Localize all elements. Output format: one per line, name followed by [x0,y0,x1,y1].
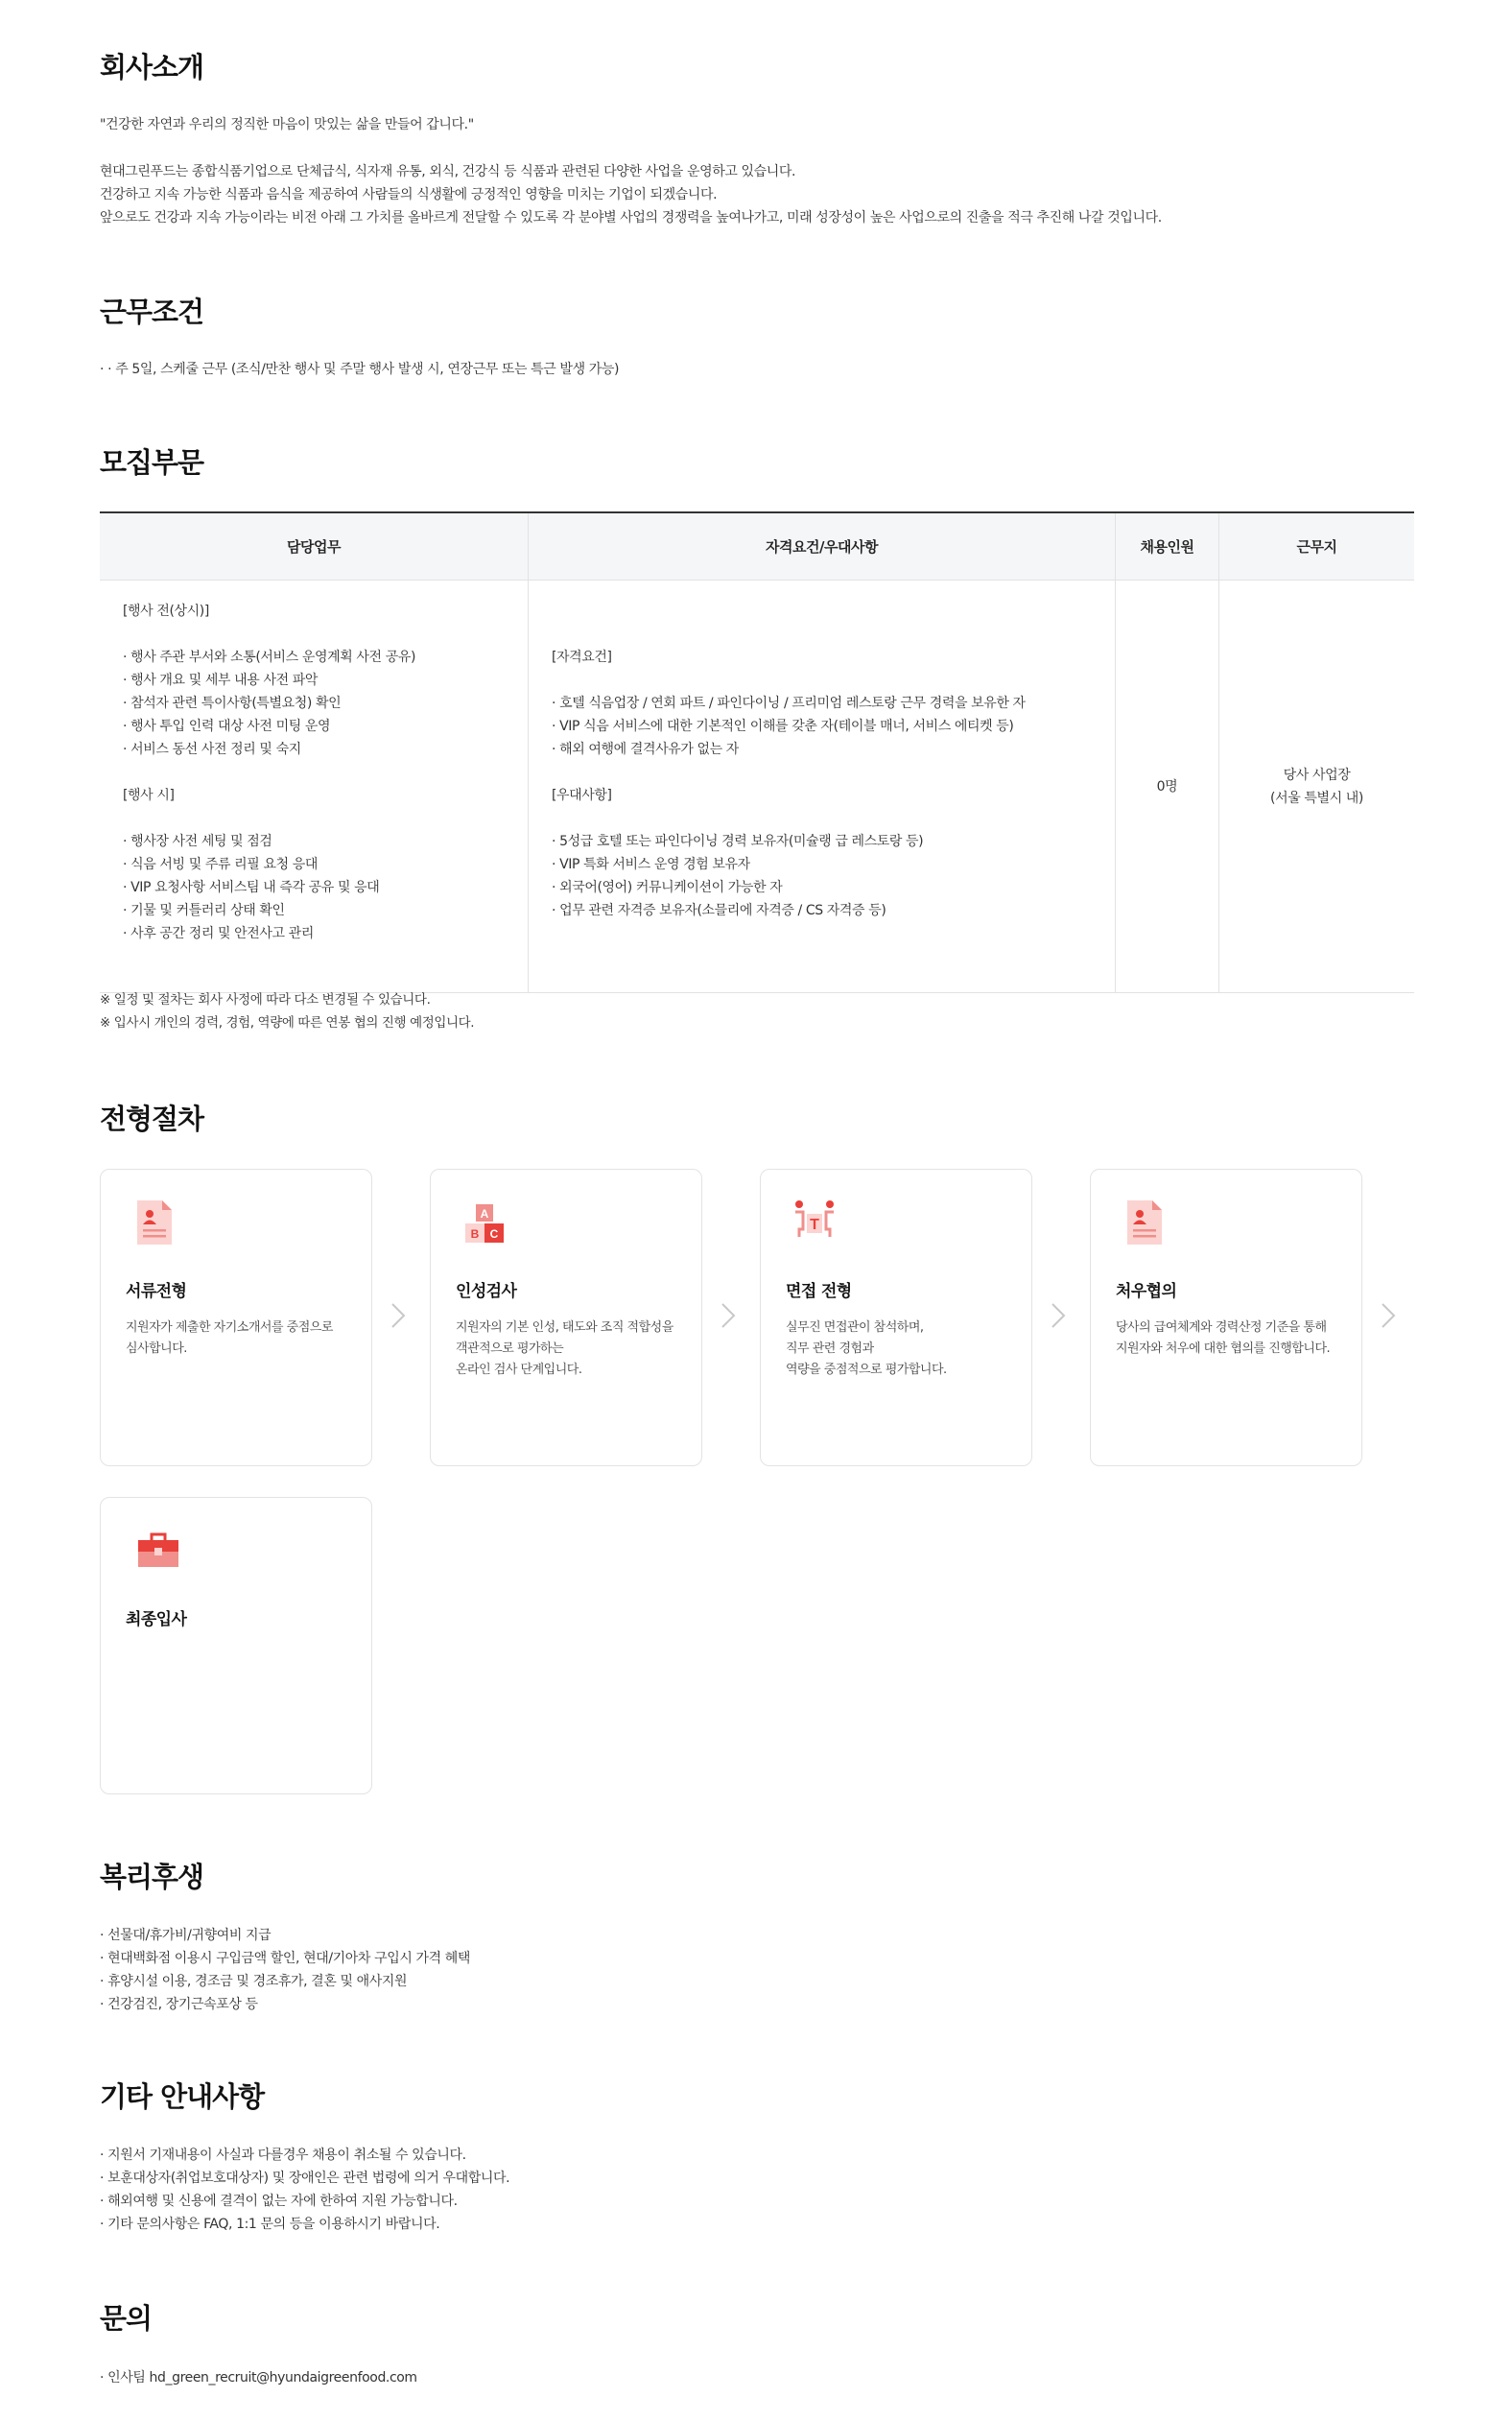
chevron-right-icon [1051,1302,1066,1329]
etc-title: 기타 안내사항 [100,2080,265,2113]
cell-line: · 참석자 관련 특이사항(특별요청) 확인 [123,696,342,711]
step-desc-line: 당사의 급여체계와 경력산정 기준을 통해 [1116,1320,1327,1335]
cell-line: · 호텔 식음업장 / 연회 파트 / 파인다이닝 / 프리미엄 레스토랑 근무 경력을 보유한 자 [552,696,1026,711]
step-title: 인성검사 [456,1282,517,1301]
step-title: 최종입사 [126,1610,187,1629]
cell-line: · 식음 서빙 및 주류 리필 요청 응대 [123,857,319,872]
list-item: · 휴양시설 이용, 경조금 및 경조휴가, 결혼 및 애사지원 [100,1974,408,1989]
note-line: ※ 입사시 개인의 경력, 경험, 역량에 따른 연봉 협의 진행 예정입니다. [100,1015,475,1031]
headcount-cell: 0명 [1116,581,1219,992]
welfare-list [100,1924,470,2016]
contact-email: · 인사팀 hd_green_recruit@hyundaigreenfood.com [100,2370,417,2385]
cell-line: · 기물 및 커틀러리 상태 확인 [123,903,285,918]
header-location: 근무지 [1296,538,1337,556]
contact-title: 문의 [100,2302,153,2335]
duties-cell [100,581,529,992]
list-item: · 기타 문의사항은 FAQ, 1:1 문의 등을 이용하시기 바랍니다. [100,2217,440,2232]
svg-text:T: T [810,1217,819,1233]
company-description [100,160,1162,229]
header-headcount: 채용인원 [1116,513,1219,580]
company-line: 건강하고 지속 가능한 식품과 음식을 제공하여 사람들의 식생활에 긍정적인 영향을 미치는 기업이 되겠습니다. [100,187,718,202]
cell-line: · 행사 개요 및 세부 내용 사전 파악 [123,673,319,688]
step-desc-line: 객관적으로 평가하는 [456,1341,564,1356]
process-title: 전형절차 [100,1103,204,1135]
step-desc-line: 지원자의 기본 인성, 태도와 조직 적합성을 [456,1320,673,1335]
cell-line: · 행사 주관 부서와 소통(서비스 운영계획 사전 공유) [123,650,416,665]
svg-text:B: B [470,1227,480,1241]
welfare-title: 복리후생 [100,1861,204,1893]
step-description [456,1317,673,1381]
company-line: 앞으로도 건강과 지속 가능이라는 비전 아래 그 가치를 올바르게 전달할 수 있도록 각 분야별 사업의 경쟁력을 높여나가고, 미래 성장성이 높은 사업으로의 진출을 적극 추진해 나갈 것입니다. [100,210,1162,225]
chevron-right-icon [1381,1302,1396,1329]
chevron-right-icon [390,1302,406,1329]
blank-line [123,623,528,646]
process-step-card [100,1497,372,1794]
conditions-title: 근무조건 [100,296,204,328]
list-item: · 보훈대상자(취업보호대상자) 및 장애인은 관련 법령에 의거 우대합니다. [100,2171,510,2186]
step-desc-line: 심사합니다. [126,1341,187,1356]
recruit-notes [100,988,474,1034]
cell-line: · 행사 투입 인력 대상 사전 미팅 운영 [123,719,331,734]
step-desc-line: 직무 관련 경험과 [786,1341,874,1356]
qualifications-cell [529,581,1116,992]
location-cell [1219,581,1414,992]
cell-line: [우대사항] [552,788,612,803]
chevron-right-icon [721,1302,736,1329]
cell-line: · 업무 관련 자격증 보유자(소믈리에 자격증 / CS 자격증 등) [552,903,886,918]
recruit-table [100,511,1414,993]
cell-line: · VIP 요청사항 서비스팀 내 즉각 공유 및 응대 [123,880,380,895]
recruit-title: 모집부문 [100,446,204,479]
cell-line: · VIP 특화 서비스 운영 경험 보유자 [552,857,750,872]
cell-line: · 행사장 사전 세팅 및 점검 [123,834,272,849]
step-description [786,1317,947,1381]
document-icon [133,1199,176,1246]
cell-line: [자격요건] [552,650,612,665]
blank-line [552,669,1115,692]
briefcase-icon [133,1527,183,1575]
step-title: 처우협의 [1116,1282,1177,1301]
process-step-card [430,1169,702,1466]
blank-line [552,761,1115,784]
company-title: 회사소개 [100,51,204,83]
list-item: · 선물대/휴가비/귀향여비 지급 [100,1928,272,1943]
cell-line: · 서비스 동선 사전 정리 및 숙지 [123,742,301,757]
process-step-card [760,1169,1032,1466]
header-qualifications: 자격요건/우대사항 [529,513,1116,580]
abc-blocks-icon [463,1199,506,1246]
process-step-card [100,1169,372,1466]
list-item: · 지원서 기재내용이 사실과 다를경우 채용이 취소될 수 있습니다. [100,2148,466,2163]
interview-icon [793,1199,836,1246]
step-description [126,1317,333,1360]
blank-line [123,807,528,830]
cell-line: · 5성급 호텔 또는 파인다이닝 경력 보유자(미슐랭 급 레스토랑 등) [552,834,924,849]
cell-line: · 사후 공간 정리 및 안전사고 관리 [123,926,314,941]
cell-line: [행사 전(상시)] [123,604,209,619]
company-slogan: "건강한 자연과 우리의 정직한 마음이 맛있는 삶을 만들어 갑니다." [100,117,474,132]
cell-line: · 해외 여행에 결격사유가 없는 자 [552,742,739,757]
cell-line: [행사 시] [123,788,175,803]
svg-text:C: C [489,1227,499,1241]
list-item: · 현대백화점 이용시 구입금액 할인, 현대/기아차 구입시 가격 혜택 [100,1951,471,1966]
contract-icon [1123,1199,1166,1246]
conditions-text: · · 주 5일, 스케줄 근무 (조식/만찬 행사 및 주말 행사 발생 시, 연장근무 또는 특근 발생 가능) [100,362,620,377]
cell-line: · VIP 식음 서비스에 대한 기본적인 이해를 갖춘 자(테이블 매너, 서비스 에티켓 등) [552,719,1014,734]
header-duties: 담당업무 [100,513,529,580]
cell-line: · 외국어(영어) 커뮤니케이션이 가능한 자 [552,880,783,895]
table-header-row [100,513,1414,581]
step-title: 면접 전형 [786,1282,852,1301]
list-item: · 건강검진, 장기근속포상 등 [100,1997,258,2012]
step-desc-line: 온라인 검사 단계입니다. [456,1363,582,1377]
blank-line [552,807,1115,830]
step-desc-line: 지원자가 제출한 자기소개서를 중점으로 [126,1320,333,1335]
list-item: · 해외여행 및 신용에 결격이 없는 자에 한하여 지원 가능합니다. [100,2194,458,2209]
step-title: 서류전형 [126,1282,187,1301]
blank-line [123,761,528,784]
table-row [100,581,1414,993]
etc-list [100,2144,509,2236]
step-desc-line: 실무진 면접관이 참석하며, [786,1320,924,1335]
step-desc-line: 역량을 중점적으로 평가합니다. [786,1363,947,1377]
note-line: ※ 일정 및 절차는 회사 사정에 따라 다소 변경될 수 있습니다. [100,992,431,1008]
location-line: 당사 사업장 [1283,767,1351,783]
process-step-card [1090,1169,1362,1466]
step-description [1116,1317,1330,1360]
svg-text:A: A [480,1207,489,1221]
location-line: (서울 특별시 내) [1270,790,1363,806]
step-desc-line: 지원자와 처우에 대한 협의를 진행합니다. [1116,1341,1331,1356]
company-line: 현대그린푸드는 종합식품기업으로 단체급식, 식자재 유통, 외식, 건강식 등 식품과 관련된 다양한 사업을 운영하고 있습니다. [100,164,796,179]
